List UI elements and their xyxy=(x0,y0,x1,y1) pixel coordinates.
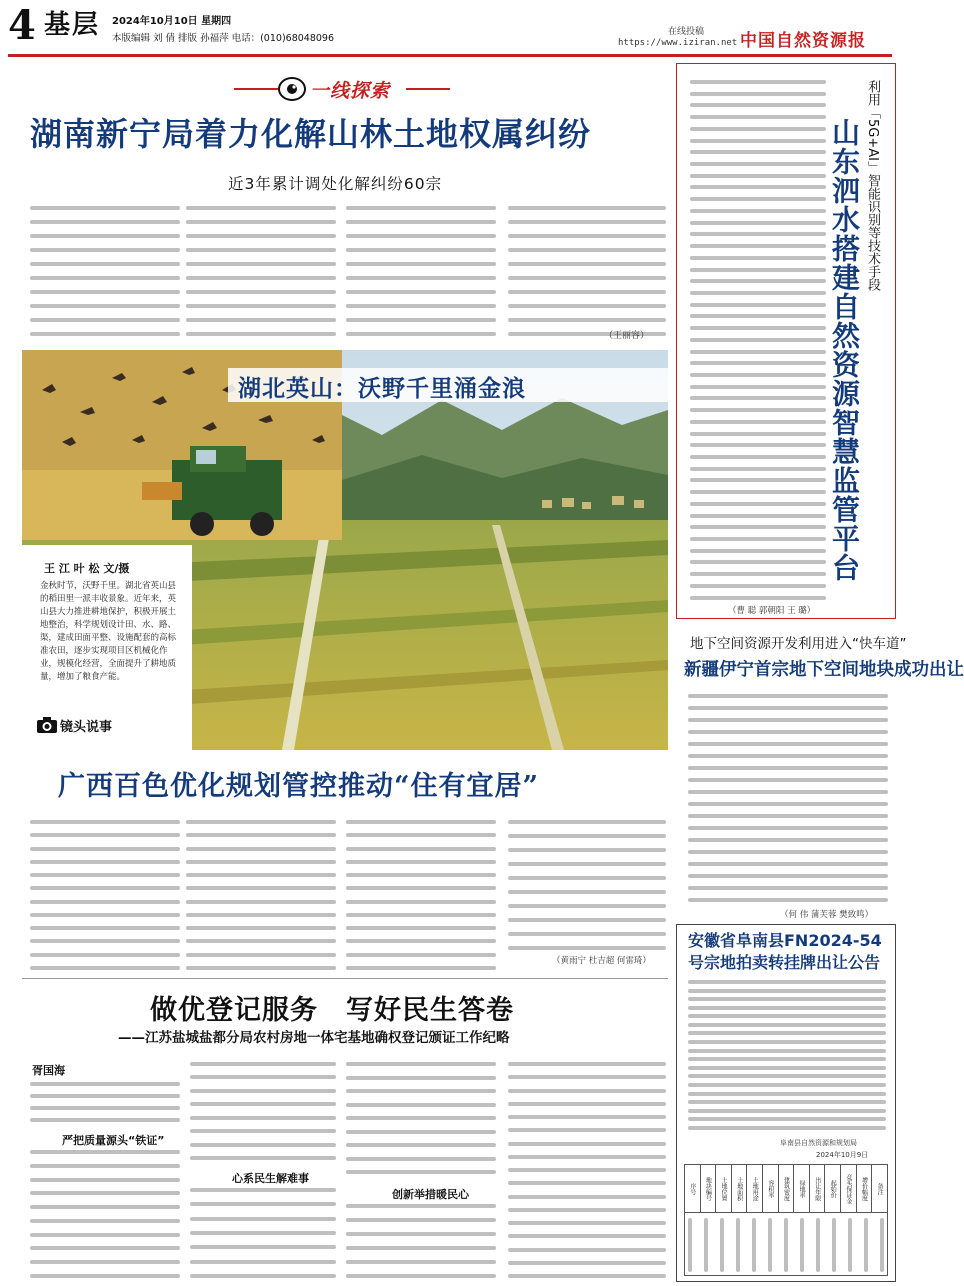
column-badge xyxy=(234,74,450,104)
guangxi-column-2 xyxy=(186,820,336,970)
section-name: 基层 xyxy=(44,10,101,40)
photo-caption: 金秋时节，沃野千里。湖北省英山县的稻田里一派丰收景象。近年来，英山县大力推进耕地保护，积极开展土地整治，科学规划设计田、水、路、渠，建成田面平整、设施配套的高标准农田，逐步实现项目区机械化作业，规模化经营，全面提升了耕地质量，增加了粮食产能。 xyxy=(40,581,177,682)
jiangsu-author: 胥国海 xyxy=(32,1064,65,1077)
table-header-cell: 地块编号 xyxy=(701,1165,717,1212)
badge-line-left xyxy=(234,88,278,90)
badge-line-right xyxy=(406,88,450,90)
table-header-cell: 序号 xyxy=(685,1165,701,1212)
anhui-table-body xyxy=(688,1218,884,1272)
guangxi-byline: （黄雨宁 杜吉超 何雷琦） xyxy=(552,956,651,966)
guangxi-column-1 xyxy=(30,820,180,970)
masthead xyxy=(0,0,900,55)
lead-title: 湖南新宁局着力化解山林土地权属纠纷 xyxy=(30,115,592,153)
table-header-cell: 竞买保证金 xyxy=(841,1165,857,1212)
xinjiang-byline: （何 伟 蒲芙蓉 樊致鸣） xyxy=(780,910,874,920)
jiangsu-subhead-1: 严把质量源头“铁证” xyxy=(62,1134,165,1147)
table-header-cell: 建筑密度 xyxy=(779,1165,795,1212)
issue-date: 2024年10月10日 星期四 xyxy=(112,16,232,27)
jiangsu-column-3b xyxy=(346,1204,496,1278)
photo-title: 湖北英山：沃野千里涌金浪 xyxy=(238,375,526,402)
table-header-cell: 增价幅度 xyxy=(857,1165,873,1212)
sidebar-title: 山东泗水搭建自然资源智慧监管平台 xyxy=(828,118,861,582)
anhui-body xyxy=(688,980,886,1130)
sidebar-byline: （曹 聪 郭朝阳 王 璐） xyxy=(728,606,816,616)
anhui-footer-org: 阜南县自然资源和规划局 xyxy=(780,1139,857,1147)
table-header-cell: 出让年限 xyxy=(810,1165,826,1212)
jiangsu-column-3a xyxy=(346,1062,496,1174)
lead-byline: （王丽容） xyxy=(604,331,650,341)
table-header-cell: 土地用途 xyxy=(747,1165,763,1212)
horizontal-divider xyxy=(22,978,668,979)
online-label: 在线投稿 xyxy=(668,27,705,37)
xinjiang-title: 新疆伊宁首宗地下空间地块成功出让 xyxy=(684,660,964,680)
column-label: 镜头说事 xyxy=(60,720,113,735)
photo-credit: 王 江 叶 松 文/摄 xyxy=(44,562,130,575)
eye-icon xyxy=(278,76,306,102)
jiangsu-column-1b xyxy=(30,1150,180,1278)
masthead-rule xyxy=(8,54,892,57)
guangxi-title: 广西百色优化规划管控推动“住有宜居” xyxy=(58,771,540,802)
table-header-cell: 备注 xyxy=(876,1182,884,1195)
lead-column-1 xyxy=(30,206,180,336)
jiangsu-column-4 xyxy=(508,1062,666,1278)
table-header-cell: 土地位置 xyxy=(716,1165,732,1212)
guangxi-column-4 xyxy=(508,820,666,950)
jiangsu-subtitle: ——江苏盐城盐都分局农村房地一体宅基地确权登记颁证工作纪略 xyxy=(118,1030,510,1046)
jiangsu-title: 做优登记服务 写好民生答卷 xyxy=(150,995,514,1026)
table-header-cell: 起始价 xyxy=(825,1165,841,1212)
newspaper-name: 中国自然资源报 xyxy=(740,31,866,51)
camera-icon xyxy=(36,716,58,734)
table-header-row xyxy=(685,1165,887,1213)
table-header-cell: 土地面积 xyxy=(732,1165,748,1212)
jiangsu-subhead-2: 心系民生解难事 xyxy=(232,1172,309,1185)
page-number: 4 xyxy=(8,2,36,49)
lead-column-3 xyxy=(346,206,496,336)
table-header-cell: 绿地率 xyxy=(794,1165,810,1212)
guangxi-column-3 xyxy=(346,820,496,970)
jiangsu-subhead-3: 创新举措暖民心 xyxy=(392,1188,469,1201)
badge-text: 一线探索 xyxy=(310,80,391,102)
jiangsu-column-2a xyxy=(190,1062,336,1160)
site-url[interactable]: https://www.iziran.net xyxy=(618,38,738,48)
xinjiang-kicker: 地下空间资源开发利用进入“快车道” xyxy=(690,636,907,652)
jiangsu-column-1a xyxy=(30,1082,180,1122)
editors-line: 本版编辑 刘 倩 排版 孙福萍 电话：(010)68048096 xyxy=(112,33,334,44)
lead-column-4 xyxy=(508,206,666,336)
lead-subtitle: 近3年累计调处化解纠纷60宗 xyxy=(228,175,443,193)
jiangsu-column-2b xyxy=(190,1188,336,1278)
sidebar-body xyxy=(690,80,826,600)
table-header-cell: 容积率 xyxy=(763,1165,779,1212)
xinjiang-body xyxy=(688,694,888,902)
anhui-footer-date: 2024年10月9日 xyxy=(816,1151,869,1159)
sidebar-kicker: 利用「5G+AI」智能识别等技术手段 xyxy=(865,80,880,291)
lead-column-2 xyxy=(186,206,336,336)
column-label-box xyxy=(36,714,126,736)
anhui-title: 安徽省阜南县FN2024-54号宗地拍卖转挂牌出让公告 xyxy=(688,931,882,972)
